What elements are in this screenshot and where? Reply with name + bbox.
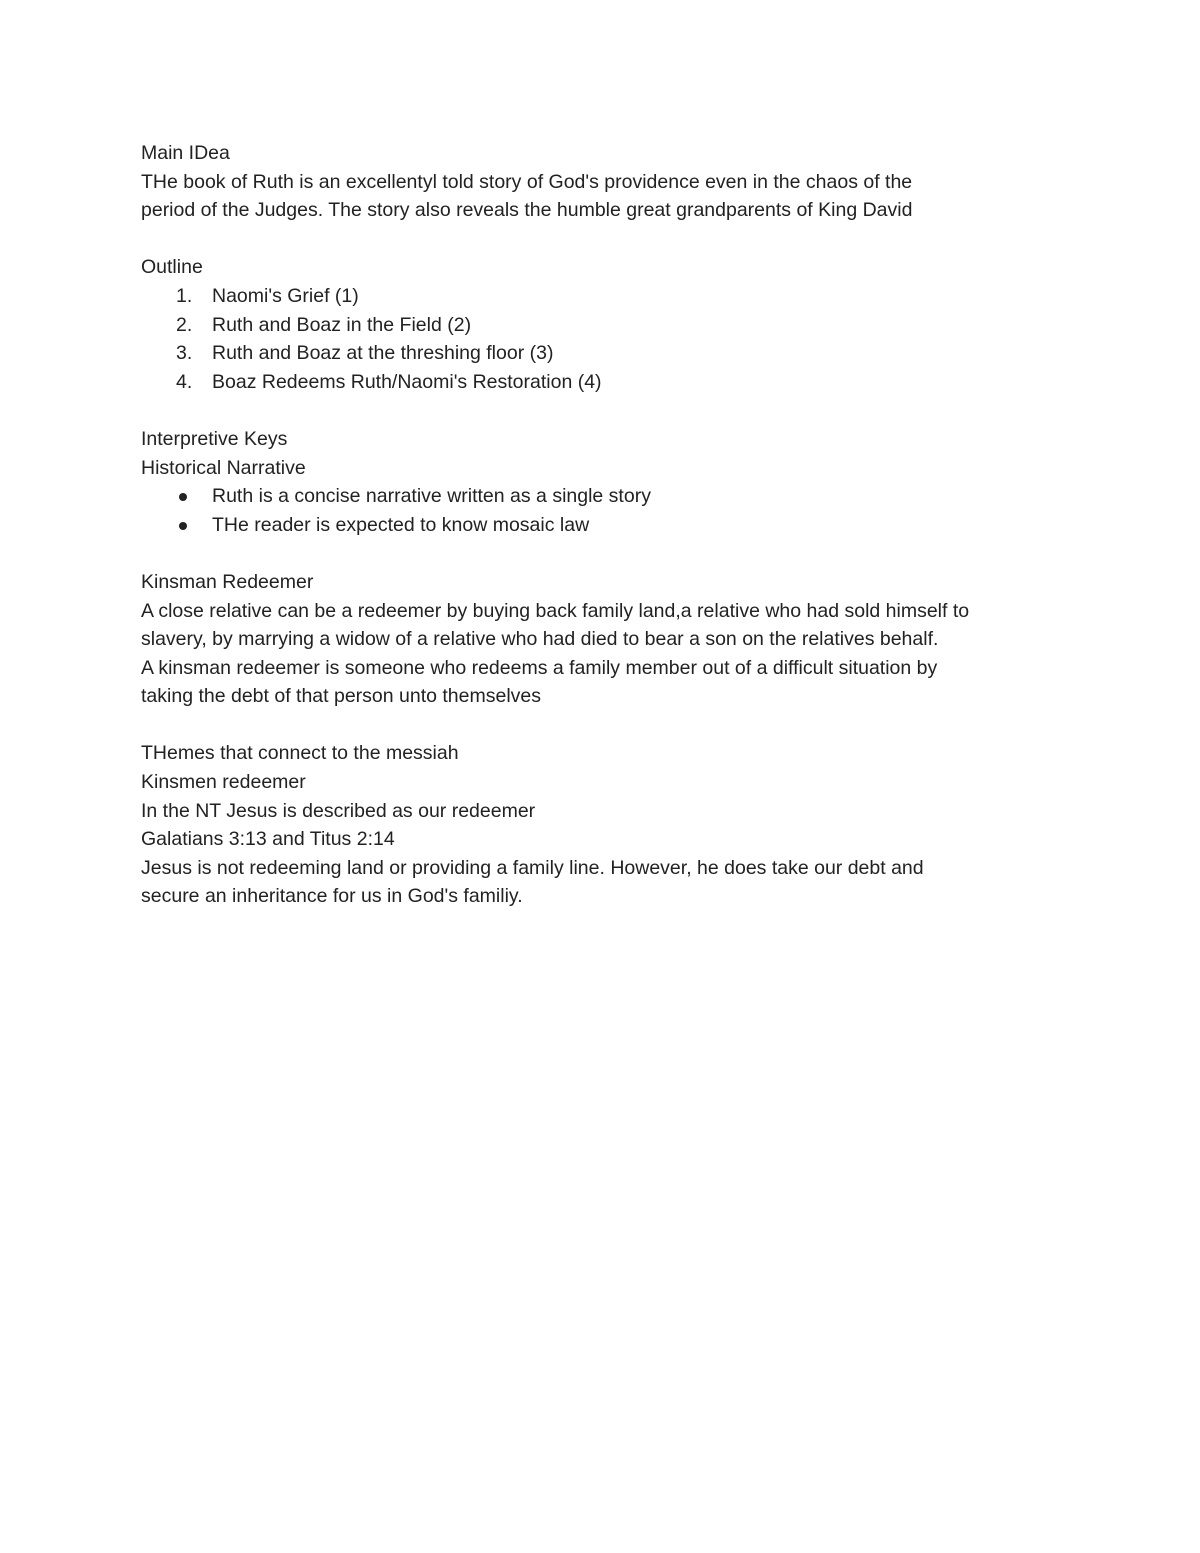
themes-line-3: Galatians 3:13 and Titus 2:14 [141,828,395,851]
main-idea-heading: Main IDea [141,142,230,164]
outline-item [141,311,1081,340]
themes-line-5: secure an inheritance for us in God's familiy. [141,885,523,908]
outline-item-text: Boaz Redeems Ruth/Naomi's Restoration (4) [212,370,602,393]
outline-item-number: 4. [176,370,193,393]
main-idea-line-1: THe book of Ruth is an excellentyl told story of God's providence even in the chaos of the [141,170,913,193]
kinsman-redeemer-line-2: slavery, by marrying a widow of a relative who had died to bear a son on the relatives behalf. [141,628,939,651]
outline-item [141,368,1081,397]
spacer [141,711,1081,740]
kinsman-redeemer-line-1: A close relative can be a redeemer by buying back family land,a relative who had sold himself to [141,599,970,622]
bullet-item-text: THe reader is expected to know mosaic law [212,513,590,536]
interpretive-keys-heading: Interpretive Keys [141,427,288,450]
outline-item [141,282,1081,311]
spacer [141,539,1081,568]
outline-item-text: Ruth and Boaz at the threshing floor (3) [212,342,554,365]
document-page [141,139,1081,911]
bullet-item-text: Ruth is a concise narrative written as a single story [212,485,651,508]
main-idea-line-2: period of the Judges. The story also reveals the humble great grandparents of King David [141,199,913,222]
kinsman-redeemer-line-3: A kinsman redeemer is someone who redeems a family member out of a difficult situation by [141,656,938,679]
themes-heading: THemes that connect to the messiah [141,742,459,765]
outline-item-number: 2. [176,313,193,336]
bullet-dot-icon [179,493,187,501]
outline-item [141,339,1081,368]
outline-heading: Outline [141,256,203,279]
outline-item-number: 1. [176,284,193,307]
bullet-item [141,511,1081,540]
themes-line-4: Jesus is not redeeming land or providing a family line. However, he does take our debt and [141,856,924,879]
themes-line-1: Kinsmen redeemer [141,771,306,794]
spacer [141,225,1081,254]
outline-item-number: 3. [176,342,193,365]
outline-item-text: Naomi's Grief (1) [212,284,359,307]
outline-list [141,282,1081,396]
kinsman-redeemer-line-4: taking the debt of that person unto themselves [141,685,542,708]
outline-item-text: Ruth and Boaz in the Field (2) [212,313,472,336]
interpretive-keys-bullets [141,482,1081,539]
spacer [141,396,1081,425]
historical-narrative-subheading: Historical Narrative [141,456,306,479]
bullet-dot-icon [179,522,187,530]
themes-line-2: In the NT Jesus is described as our redeemer [141,799,536,822]
kinsman-redeemer-heading: Kinsman Redeemer [141,570,314,593]
bullet-item [141,482,1081,511]
